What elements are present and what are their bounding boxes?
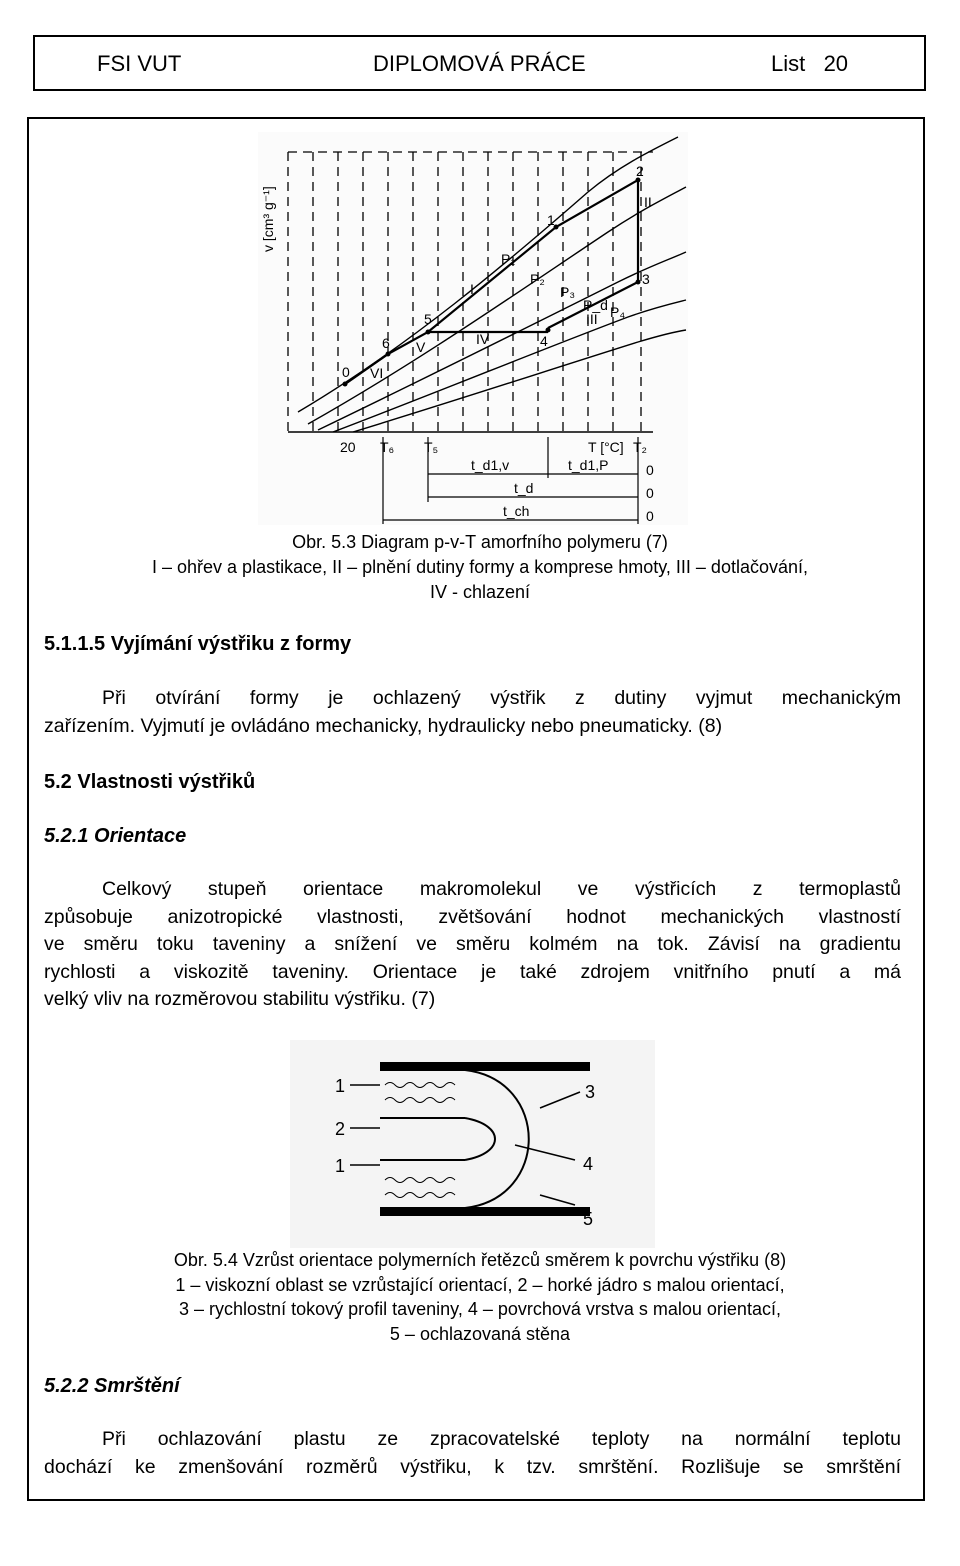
svg-text:t_d: t_d: [514, 480, 534, 496]
svg-text:0: 0: [646, 485, 654, 501]
heading-522: 5.2.2 Smrštění: [44, 1375, 180, 1397]
figure1-caption-1: Obr. 5.3 Diagram p-v-T amorfního polymeru (7): [292, 532, 668, 552]
svg-text:VI: VI: [370, 365, 384, 381]
heading-521: 5.2.1 Orientace: [44, 825, 187, 847]
svg-text:5: 5: [583, 1209, 594, 1229]
svg-text:T₆: T₆: [380, 439, 395, 455]
svg-text:V: V: [416, 339, 426, 355]
svg-text:P₂: P₂: [530, 271, 545, 287]
page-header: [33, 35, 926, 91]
svg-text:T₂: T₂: [633, 439, 647, 455]
paragraph-line: Při otvírání formy je ochlazený výstřik z dutiny vyjmut mechanickým: [102, 687, 901, 709]
paragraph-line: způsobuje anizotropické vlastnosti, zvětšování hodnot mechanických vlastností: [44, 905, 901, 928]
svg-text:2: 2: [636, 163, 644, 179]
svg-text:t_ch: t_ch: [503, 503, 530, 519]
svg-text:0: 0: [646, 508, 654, 524]
paragraph-522: [44, 1426, 901, 1481]
figure2-caption-3: 3 – rychlostní tokový profil taveniny, 4 – povrchová vrstva s malou orientací,: [179, 1299, 781, 1319]
svg-text:v [cm³ g⁻¹]: v [cm³ g⁻¹]: [260, 186, 276, 252]
svg-text:T [°C]: T [°C]: [588, 439, 624, 455]
header-title: DIPLOMOVÁ PRÁCE: [373, 51, 586, 76]
svg-text:II: II: [644, 194, 652, 210]
svg-text:IV: IV: [476, 331, 490, 347]
svg-text:P₁: P₁: [501, 251, 516, 267]
svg-text:5: 5: [424, 311, 432, 327]
header-institution: FSI VUT: [97, 51, 182, 76]
figure2-caption-2: 1 – viskozní oblast se vzrůstající orientací, 2 – horké jádro s malou orientací,: [175, 1275, 785, 1295]
paragraph-line: Při ochlazování plastu ze zpracovatelské teploty na normální teplotu: [102, 1428, 901, 1450]
paragraph-line: ve směru toku taveniny a snížení ve směru kolmém na tok. Závisí na gradientu: [44, 933, 901, 955]
svg-text:t_d1,v: t_d1,v: [471, 457, 510, 473]
svg-text:3: 3: [642, 271, 650, 287]
svg-text:4: 4: [583, 1154, 594, 1174]
heading-5115: 5.1.1.5 Vyjímání výstřiku z formy: [44, 633, 352, 655]
paragraph-line: zařízením. Vyjmutí je ovládáno mechanicky, hydraulicky nebo pneumaticky. (8): [44, 714, 723, 737]
svg-text:0: 0: [342, 364, 350, 380]
svg-text:1: 1: [547, 212, 555, 228]
paragraph-line: velký vliv na rozměrovou stabilitu výstřiku. (7): [44, 988, 436, 1010]
svg-text:1: 1: [335, 1156, 346, 1176]
svg-text:0: 0: [646, 462, 654, 478]
svg-text:3: 3: [585, 1082, 596, 1102]
paragraph-line: Celkový stupeň orientace makromolekul ve výstřicích z termoplastů: [102, 878, 901, 900]
svg-text:2: 2: [335, 1119, 346, 1139]
pvt-diagram: [258, 132, 688, 525]
figure2-caption-1: Obr. 5.4 Vzrůst orientace polymerních řetězců směrem k povrchu výstřiku (8): [173, 1250, 787, 1270]
figure2-caption-4: 5 – ochlazovaná stěna: [389, 1324, 571, 1344]
paragraph-line: dochází ke zmenšování rozměrů výstřiku, k tzv. smrštění. Rozlišuje se smrštění: [44, 1455, 901, 1478]
figure1-caption-3: IV - chlazení: [429, 582, 531, 602]
svg-text:III: III: [586, 311, 598, 327]
svg-text:I: I: [470, 281, 474, 297]
svg-text:P₄: P₄: [610, 304, 626, 320]
paragraph-521: [44, 876, 901, 1014]
paragraph-5115: [44, 685, 901, 740]
svg-text:t_d1,P: t_d1,P: [568, 457, 609, 473]
paragraph-line: rychlosti a viskozitě taveniny. Orientace je také zdrojem vnitřního pnutí a má: [44, 960, 901, 983]
svg-text:P₃: P₃: [560, 284, 576, 300]
svg-text:1: 1: [335, 1076, 346, 1096]
svg-text:6: 6: [382, 335, 390, 351]
figure1-caption-2: I – ohřev a plastikace, II – plnění dutiny formy a komprese hmoty, III – dotlačování,: [152, 557, 808, 577]
header-page: List 20: [771, 51, 849, 76]
svg-text:20: 20: [340, 439, 356, 455]
heading-52: 5.2 Vlastnosti výstřiků: [44, 771, 256, 793]
orientation-diagram: [290, 1040, 655, 1248]
svg-text:4: 4: [540, 333, 548, 349]
svg-text:P_d: P_d: [583, 297, 608, 313]
svg-text:T₅: T₅: [424, 439, 439, 455]
